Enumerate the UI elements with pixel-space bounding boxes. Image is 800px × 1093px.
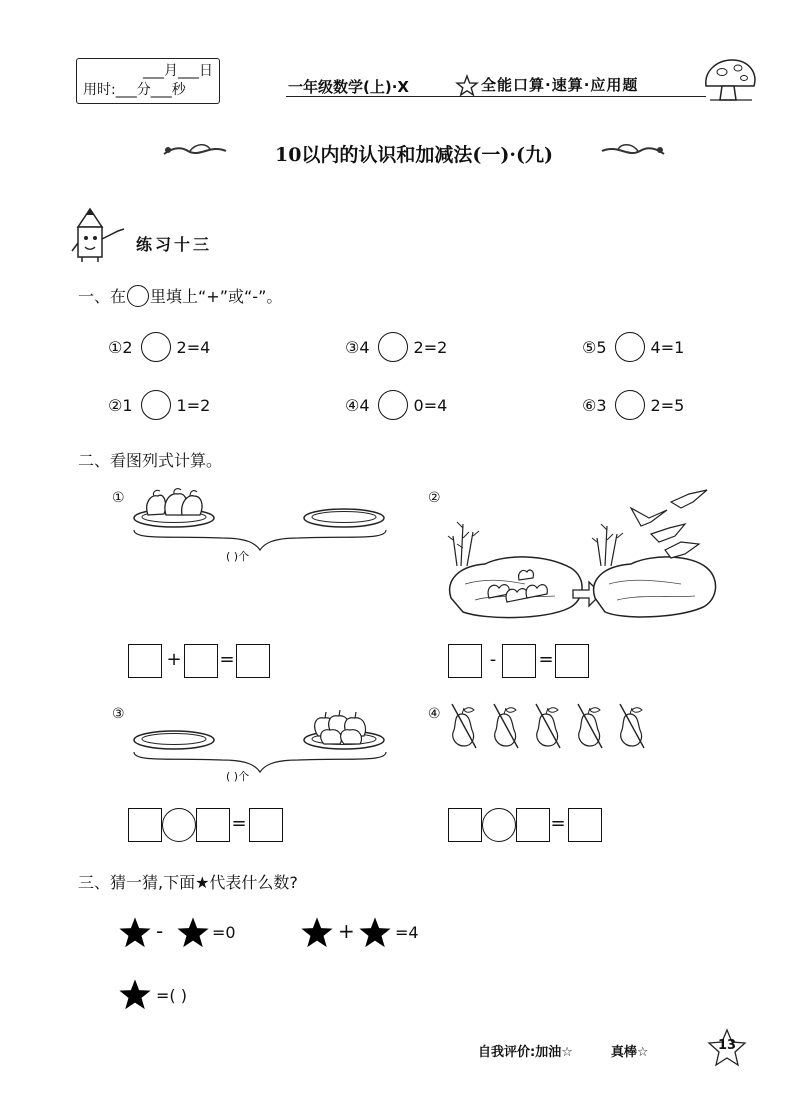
self-eval-label: 自我评价:加油☆ (478, 1045, 573, 1060)
answer-box[interactable] (128, 808, 162, 842)
answer-box[interactable] (502, 644, 536, 678)
answer-circle[interactable] (615, 390, 645, 420)
item-number: ② (108, 395, 123, 415)
section2-title: 二、看图列式计算。 (78, 451, 223, 470)
black-star-icon (300, 916, 334, 950)
equals-sign: = (219, 649, 235, 670)
item-rest: 0=4 (413, 395, 448, 415)
answer-box[interactable] (448, 808, 482, 842)
answer-box[interactable] (568, 808, 602, 842)
count-label: ( )个 (226, 550, 250, 563)
lesson-title: 10以内的认识和加减法(一)·(九) (274, 144, 553, 166)
item-operand: 2 (122, 337, 133, 357)
great-label: 真棒☆ (610, 1045, 649, 1060)
series-slogan: 全能口算·速算·应用题 (481, 76, 639, 94)
pears-crossed-illustration (446, 700, 656, 750)
equals-sign: = (550, 813, 566, 834)
sign-item-2 (108, 388, 210, 422)
item-number: ④ (345, 395, 360, 415)
book-title: 一年级数学(上)·X (288, 78, 409, 96)
count-label: ( )个 (226, 770, 250, 783)
equals-sign: = (538, 649, 554, 670)
ornament-right-icon (600, 140, 668, 162)
sign-item-4 (345, 388, 447, 422)
section3-title: 三、猜一猜,下面★代表什么数? (78, 873, 298, 892)
example-circle (127, 285, 149, 307)
black-star-icon (118, 978, 152, 1012)
equation-result: =4 (395, 923, 419, 942)
date-time-box (76, 58, 220, 104)
sign-item-3 (345, 330, 447, 364)
answer-box[interactable] (196, 808, 230, 842)
problem-number: ③ (112, 706, 125, 722)
star-answer-blank[interactable]: =( ) (156, 986, 187, 1005)
item-number: ⑥ (582, 395, 597, 415)
problem-number: ② (428, 490, 441, 506)
page-number: 13 (717, 1038, 737, 1053)
answer-circle[interactable] (615, 332, 645, 362)
answer-box[interactable] (555, 644, 589, 678)
answer-box[interactable] (516, 808, 550, 842)
answer-circle[interactable] (141, 390, 171, 420)
plates-apples-illustration (128, 704, 398, 784)
item-operand: 1 (122, 395, 133, 415)
minus-sign: - (489, 649, 497, 670)
item-operand: 4 (359, 395, 370, 415)
answer-circle[interactable] (378, 332, 408, 362)
item-rest: 1=2 (176, 395, 211, 415)
sign-item-1 (108, 330, 210, 364)
outline-star-icon (455, 74, 479, 98)
sign-item-6 (582, 388, 684, 422)
answer-box[interactable] (448, 644, 482, 678)
answer-box[interactable] (128, 644, 162, 678)
crossed-pear-icon (536, 704, 560, 748)
crossed-pear-icon (578, 704, 602, 748)
item-operand: 5 (596, 337, 607, 357)
black-star-icon (118, 916, 152, 950)
item-operand: 4 (359, 337, 370, 357)
plate-with-apples-icon (304, 710, 384, 749)
equals-sign: = (231, 813, 247, 834)
time-line: 用时:___分___秒 (83, 82, 186, 98)
lake-with-geese-icon (448, 522, 582, 618)
pencil-mascot-icon (70, 205, 132, 263)
mushroom-icon (700, 56, 760, 104)
plates-peaches-illustration (128, 484, 398, 564)
item-number: ⑤ (582, 337, 597, 357)
problem-number: ① (112, 490, 125, 506)
geese-lake-illustration (445, 488, 725, 624)
exercise-title: 练习十三 (136, 235, 213, 254)
date-line: ___月___日 (143, 63, 213, 79)
sign-item-5 (582, 330, 684, 364)
item-number: ① (108, 337, 123, 357)
answer-circle[interactable] (141, 332, 171, 362)
black-star-icon (176, 916, 210, 950)
empty-plate-icon (304, 509, 384, 527)
crossed-pear-icon (452, 704, 476, 748)
plus-sign: + (338, 919, 355, 943)
item-number: ③ (345, 337, 360, 357)
crossed-pear-icon (620, 704, 644, 748)
item-rest: 4=1 (650, 337, 685, 357)
plus-sign: + (166, 649, 182, 670)
plate-with-peaches-icon (134, 489, 214, 527)
black-star-icon (358, 916, 392, 950)
answer-circle[interactable] (378, 390, 408, 420)
self-evaluation (478, 1041, 649, 1060)
answer-box[interactable] (236, 644, 270, 678)
problem-number: ④ (428, 706, 441, 722)
empty-plate-icon (134, 731, 214, 749)
section1-instruction (78, 284, 282, 307)
operator-circle[interactable] (482, 808, 516, 842)
equation-result: =0 (212, 923, 236, 942)
section1-suffix: 里填上“+”或“-”。 (150, 287, 283, 306)
header-rule (286, 96, 706, 97)
answer-box[interactable] (249, 808, 283, 842)
lake-with-flying-geese-icon (592, 490, 716, 617)
answer-box[interactable] (184, 644, 218, 678)
item-rest: 2=2 (413, 337, 448, 357)
crossed-pear-icon (494, 704, 518, 748)
item-rest: 2=4 (176, 337, 211, 357)
minus-sign: - (156, 919, 164, 943)
operator-circle[interactable] (162, 808, 196, 842)
item-rest: 2=5 (650, 395, 685, 415)
ornament-left-icon (160, 140, 228, 162)
section1-prefix: 一、在 (78, 287, 127, 306)
item-operand: 3 (596, 395, 607, 415)
